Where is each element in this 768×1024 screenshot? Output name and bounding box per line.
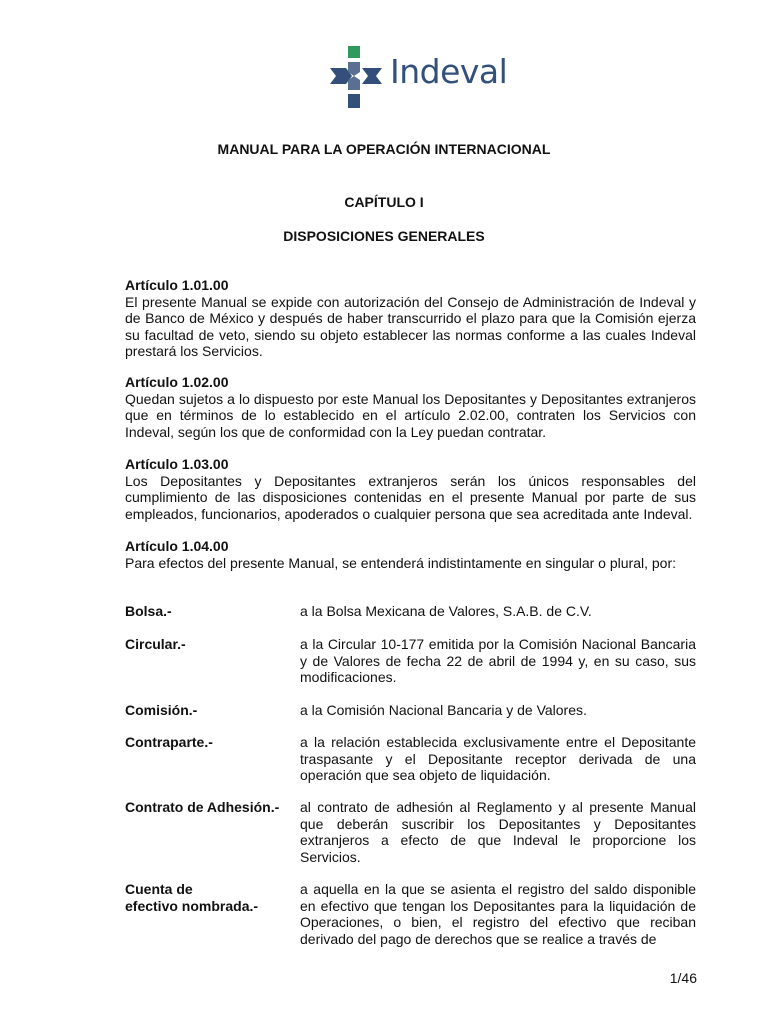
- definition-term: Bolsa.-: [125, 603, 172, 619]
- logo-wordmark: Indeval: [390, 52, 508, 91]
- article-1-04-00: [125, 538, 696, 571]
- article-1-03-00: [125, 456, 696, 522]
- definition-text: a la Bolsa Mexicana de Valores, S.A.B. de C.V.: [300, 603, 592, 619]
- definition-text: a la Circular 10-177 emitida por la Comisión Nacional Bancaria y de Valores de fecha 22 de abril de 1994 y, en su caso, sus modificaciones.: [300, 636, 696, 685]
- article-body: Para efectos del presente Manual, se entenderá indistintamente en singular o plural, por:: [125, 554, 677, 571]
- definition-term: Contraparte.-: [125, 734, 213, 750]
- definition-term: Comisión.-: [125, 702, 198, 718]
- article-1-02-00: [125, 374, 696, 440]
- definition-text: al contrato de adhesión al Reglamento y al presente Manual que deberán suscribir los Depositantes y Depositantes extranjeros a efecto de que Indeval le proporcione los Servicios.: [300, 799, 696, 865]
- chapter-heading: CAPÍTULO I: [344, 194, 424, 210]
- definition-term: Contrato de Adhesión.-: [125, 799, 280, 815]
- definition-term: Cuenta de efectivo nombrada.-: [125, 881, 259, 914]
- definition-text: a la Comisión Nacional Bancaria y de Valores.: [300, 702, 587, 718]
- section-heading: DISPOSICIONES GENERALES: [283, 228, 485, 244]
- indeval-logo: [330, 46, 508, 110]
- definition-text: a aquella en la que se asienta el registro del saldo disponible en efectivo que tengan los Depositantes para la liquidación de Operaciones, o bien, el registro del efectivo que reciban derivado del pago de derechos que se realice a través de: [300, 881, 696, 947]
- article-body: Los Depositantes y Depositantes extranjeros serán los únicos responsables del cumplimiento de las disposiciones contenidas en el presente Manual por parte de sus empleados, funcionarios, apoderados o cualquier persona que sea acreditada ante Indeval.: [125, 472, 696, 522]
- article-body: El presente Manual se expide con autorización del Consejo de Administración de Indeval y de Banco de México y después de haber transcurrido el plazo para que la Comisión ejerza su facultad de veto, siendo su objeto establecer las normas conforme a las cuales Indeval prestará los Servicios.: [125, 293, 696, 359]
- article-title: Artículo 1.02.00: [125, 374, 229, 390]
- page-number: 1/46: [669, 970, 697, 986]
- article-title: Artículo 1.04.00: [125, 538, 229, 554]
- article-title: Artículo 1.01.00: [125, 277, 229, 293]
- definition-text: a la relación establecida exclusivamente entre el Depositante traspasante y el Depositante receptor derivada de una operación que sea objeto de liquidación.: [300, 734, 696, 783]
- definition-term: Circular.-: [125, 636, 186, 652]
- article-1-01-00: [125, 277, 696, 360]
- article-body: Quedan sujetos a lo dispuesto por este Manual los Depositantes y Depositantes extranjeros que en términos de lo establecido en el artículo 2.02.00, contraten los Servicios con Indeval, según los que de conformidad con la Ley puedan contratar.: [125, 390, 696, 440]
- indeval-logo-icon: [330, 46, 388, 110]
- article-title: Artículo 1.03.00: [125, 456, 229, 472]
- document-title: MANUAL PARA LA OPERACIÓN INTERNACIONAL: [217, 141, 551, 157]
